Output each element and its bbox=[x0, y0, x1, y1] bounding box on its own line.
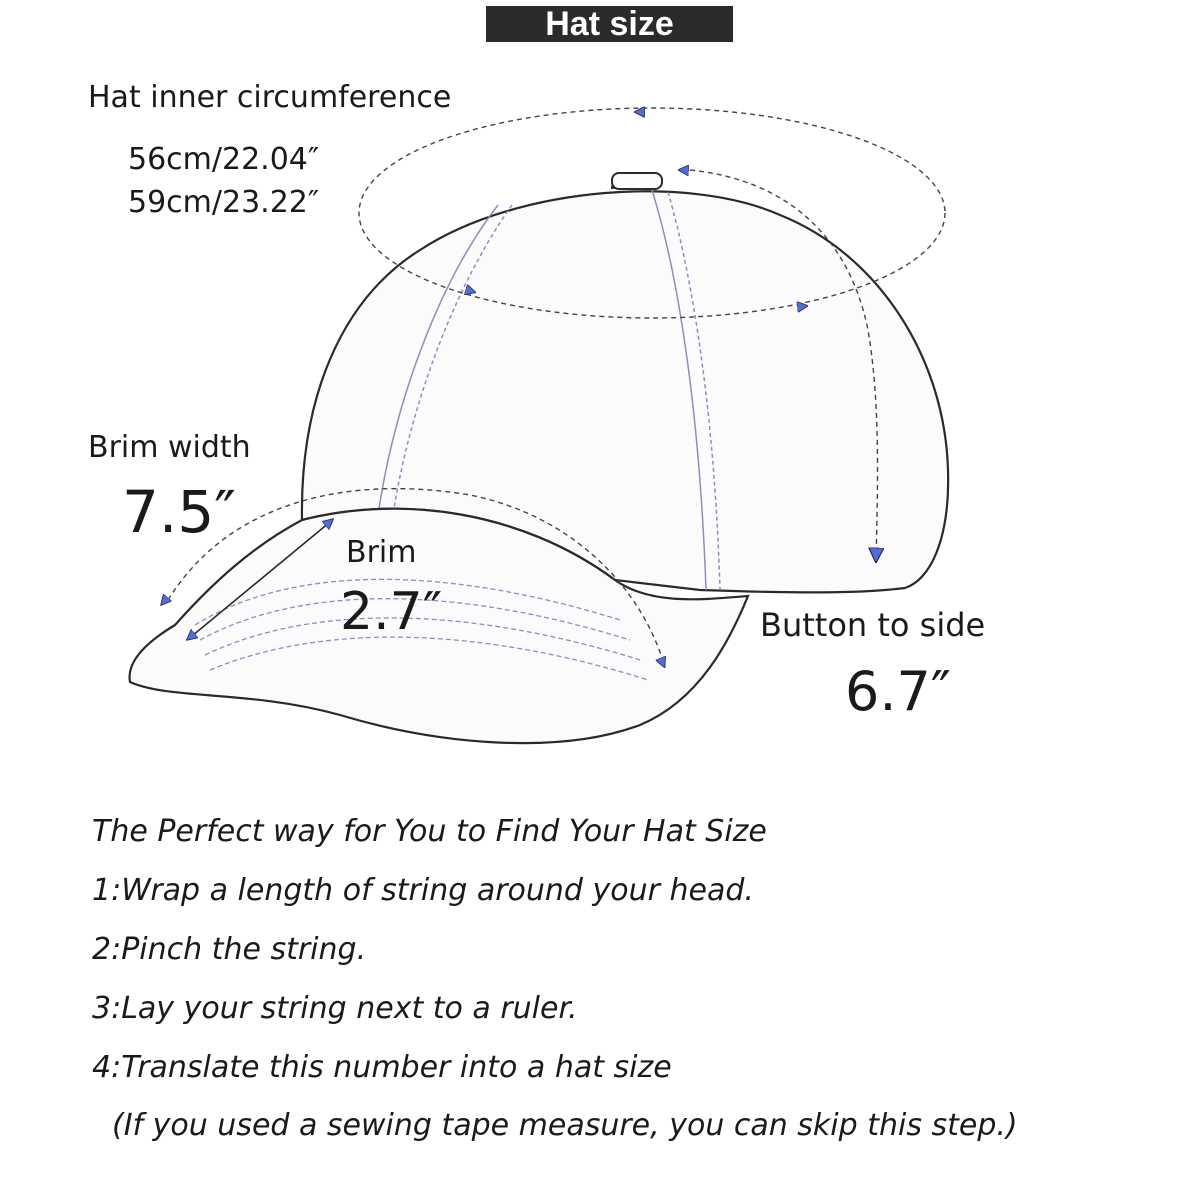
instruction-step-2: 2:Pinch the string. bbox=[92, 932, 367, 967]
brim-value: 2.7″ bbox=[340, 582, 443, 642]
hat-size-title: Hat size bbox=[486, 6, 733, 42]
instruction-note: (If you used a sewing tape measure, you can skip this step.) bbox=[112, 1108, 1018, 1143]
circumference-size-1: 56cm/22.04″ bbox=[128, 142, 320, 177]
circumference-label: Hat inner circumference bbox=[88, 80, 452, 115]
button-to-side-label: Button to side bbox=[760, 606, 986, 644]
brim-width-label: Brim width bbox=[88, 430, 251, 465]
instruction-step-4: 4:Translate this number into a hat size bbox=[92, 1050, 672, 1085]
instruction-step-3: 3:Lay your string next to a ruler. bbox=[92, 991, 578, 1026]
brim-width-value: 7.5″ bbox=[122, 478, 236, 546]
brim-label: Brim bbox=[346, 535, 417, 570]
button-to-side-value: 6.7″ bbox=[845, 660, 952, 723]
instructions-heading: The Perfect way for You to Find Your Hat Size bbox=[92, 814, 767, 849]
instruction-step-1: 1:Wrap a length of string around your head. bbox=[92, 873, 754, 908]
circumference-size-2: 59cm/23.22″ bbox=[128, 185, 320, 220]
